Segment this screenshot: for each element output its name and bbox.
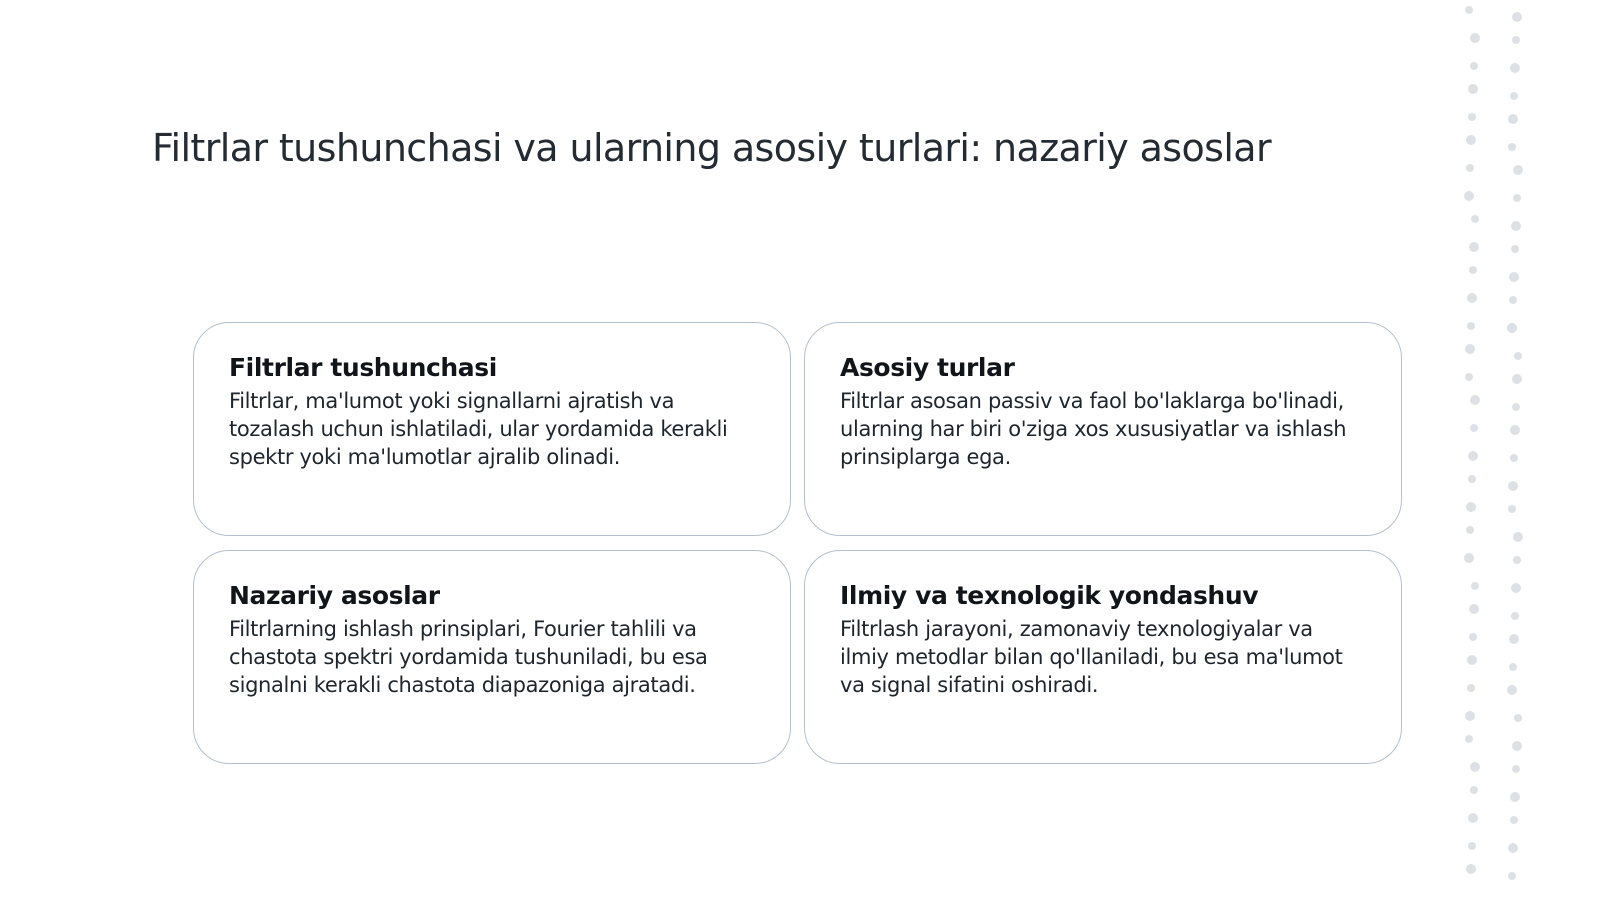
decorative-dot <box>1468 842 1476 850</box>
decorative-dot <box>1512 741 1522 751</box>
decorative-dot <box>1470 62 1478 70</box>
card-nazariy-asoslar <box>193 550 791 764</box>
card-filtrlar-tushunchasi <box>193 322 791 536</box>
decorative-dot <box>1514 352 1522 360</box>
decorative-dot <box>1470 33 1480 43</box>
decorative-dot <box>1468 113 1476 121</box>
card-heading: Nazariy asoslar <box>229 581 440 610</box>
decorative-dot <box>1467 293 1477 303</box>
decorative-dot <box>1468 475 1476 483</box>
decorative-dot <box>1513 165 1523 175</box>
decorative-dot <box>1513 532 1523 542</box>
decorative-dot <box>1466 864 1476 874</box>
decorative-dot <box>1513 556 1521 564</box>
card-heading: Filtrlar tushunchasi <box>229 353 497 382</box>
decorative-dot <box>1512 403 1520 411</box>
decorative-dot <box>1471 215 1479 223</box>
decorative-dot <box>1470 762 1480 772</box>
decorative-dot <box>1467 684 1475 692</box>
decorative-dot <box>1469 604 1479 614</box>
decorative-dot <box>1508 872 1516 880</box>
decorative-dot <box>1470 395 1480 405</box>
decorative-dot <box>1509 272 1519 282</box>
decorative-dot <box>1508 143 1516 151</box>
decorative-dot <box>1512 765 1520 773</box>
decorative-dot <box>1465 373 1473 381</box>
decorative-dot <box>1507 685 1517 695</box>
decorative-dot <box>1465 344 1475 354</box>
decorative-dot <box>1468 451 1478 461</box>
decorative-dot <box>1509 663 1517 671</box>
decorative-dot <box>1470 786 1478 794</box>
card-body: Filtrlar asosan passiv va faol bo'laklarga bo'linadi, ularning har biri o'ziga xos xususiyatlar va ishlash prinsiplarga ega. <box>840 389 1347 469</box>
decorative-dot-pattern <box>1440 0 1600 899</box>
decorative-dot <box>1466 502 1476 512</box>
decorative-dot <box>1510 63 1520 73</box>
decorative-dot <box>1510 792 1520 802</box>
decorative-dot <box>1466 526 1474 534</box>
decorative-dot <box>1509 634 1519 644</box>
card-asosiy-turlar <box>804 322 1402 536</box>
decorative-dot <box>1468 813 1478 823</box>
decorative-dot <box>1468 84 1478 94</box>
card-body: Filtrlarning ishlash prinsiplari, Fourier tahlili va chastota spektri yordamida tushuniladi, bu esa signalni kerakli chastota diapazoniga ajratadi. <box>229 617 708 697</box>
decorative-dot <box>1512 36 1520 44</box>
decorative-dot <box>1510 454 1518 462</box>
card-body: Filtrlash jarayoni, zamonaviy texnologiyalar va ilmiy metodlar bilan qo'llaniladi, bu esa ma'lumot va signal sifatini oshiradi. <box>840 617 1343 697</box>
decorative-dot <box>1467 322 1475 330</box>
decorative-dot <box>1507 323 1517 333</box>
card-heading: Asosiy turlar <box>840 353 1015 382</box>
decorative-dot <box>1465 6 1473 14</box>
decorative-dot <box>1514 714 1522 722</box>
decorative-dot <box>1513 194 1521 202</box>
decorative-dot <box>1512 374 1522 384</box>
decorative-dot <box>1465 735 1473 743</box>
decorative-dot <box>1464 553 1474 563</box>
slide-title: Filtrlar tushunchasi va ularning asosiy turlari: nazariy asoslar <box>152 126 1271 170</box>
card-ilmiy-texnologik-yondashuv <box>804 550 1402 764</box>
decorative-dot <box>1469 633 1477 641</box>
card-heading: Ilmiy va texnologik yondashuv <box>840 581 1259 610</box>
decorative-dot <box>1464 191 1474 201</box>
decorative-dot <box>1466 164 1474 172</box>
decorative-dot <box>1465 711 1475 721</box>
decorative-dot <box>1510 816 1518 824</box>
decorative-dot <box>1471 582 1479 590</box>
decorative-dot <box>1508 481 1518 491</box>
decorative-dot <box>1510 92 1518 100</box>
decorative-dot <box>1508 505 1516 513</box>
decorative-dot <box>1511 221 1521 231</box>
decorative-dot <box>1470 424 1478 432</box>
decorative-dot <box>1510 425 1520 435</box>
decorative-dot <box>1511 245 1519 253</box>
decorative-dot <box>1466 135 1476 145</box>
card-body: Filtrlar, ma'lumot yoki signallarni ajratish va tozalash uchun ishlatiladi, ular yordamida kerakli spektr yoki ma'lumotlar ajralib olinadi. <box>229 389 728 469</box>
decorative-dot <box>1511 583 1521 593</box>
decorative-dot <box>1509 296 1517 304</box>
decorative-dot <box>1469 266 1477 274</box>
decorative-dot <box>1467 655 1477 665</box>
decorative-dot <box>1512 12 1522 22</box>
decorative-dot <box>1511 612 1519 620</box>
decorative-dot <box>1508 843 1518 853</box>
decorative-dot <box>1508 114 1518 124</box>
decorative-dot <box>1469 242 1479 252</box>
